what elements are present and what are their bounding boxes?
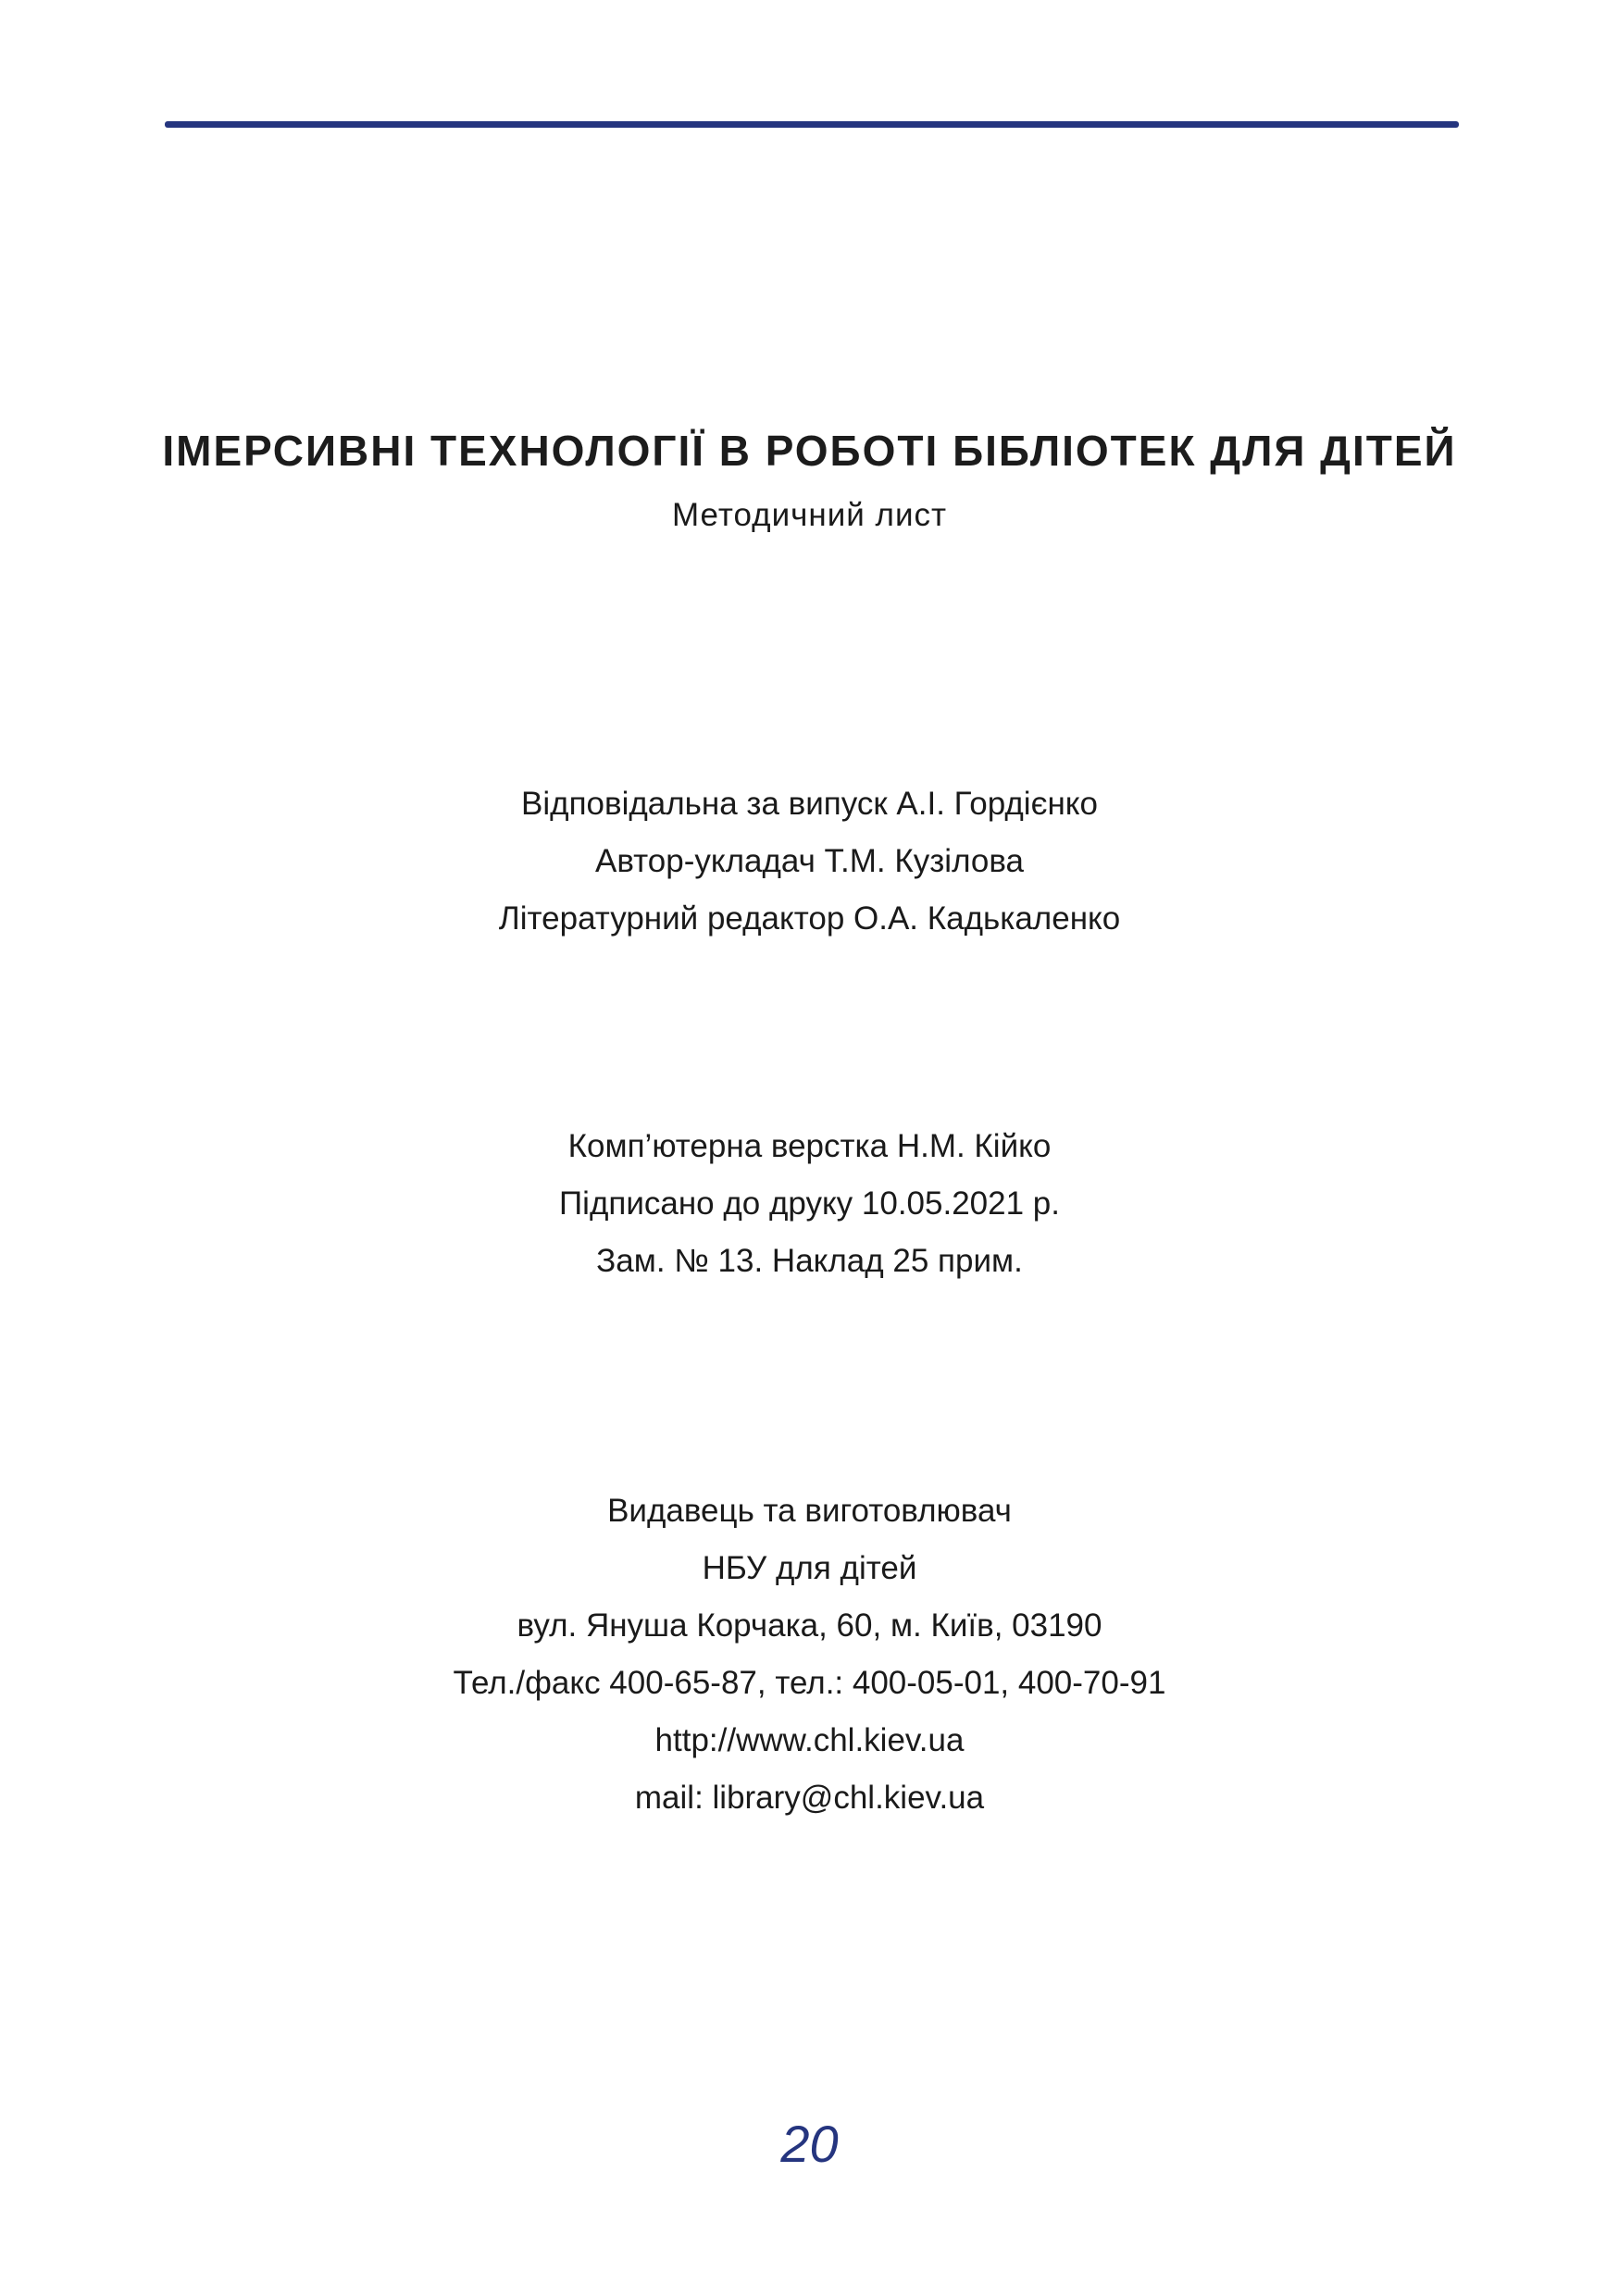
publisher-line-website: http://www.chl.kiev.ua: [654, 1722, 965, 1758]
publisher-line-address: вул. Януша Корчака, 60, м. Київ, 03190: [517, 1607, 1102, 1644]
document-title: ІМЕРСИВНІ ТЕХНОЛОГІЇ В РОБОТІ БІБЛІОТЕК ДЛЯ ДІТЕЙ: [162, 427, 1457, 475]
publisher-line-phone: Тел./факс 400-65-87, тел.: 400-05-01, 400-70-91: [453, 1665, 1166, 1701]
print-line-layout: Комп’ютерна верстка Н.М. Кійко: [567, 1128, 1052, 1164]
header-rule: [165, 121, 1459, 128]
print-line-signed: Підписано до друку 10.05.2021 р.: [559, 1185, 1060, 1222]
publisher-line-name: НБУ для дітей: [702, 1550, 917, 1586]
publisher-line-label: Видавець та виготовлювач: [607, 1493, 1012, 1529]
credit-line-responsible: Відповідальна за випуск А.І. Гордієнко: [521, 786, 1098, 822]
page-number: 20: [780, 2115, 839, 2173]
document-subtitle: Методичний лист: [671, 497, 948, 533]
print-line-order: Зам. № 13. Наклад 25 прим.: [596, 1243, 1023, 1279]
publisher-block: [0, 1483, 1619, 1827]
publisher-line-email: mail: library@chl.kiev.ua: [634, 1780, 985, 1816]
print-info-block: [0, 1118, 1619, 1290]
credit-line-editor: Літературний редактор О.А. Кадькаленко: [498, 900, 1121, 937]
credits-block: [0, 776, 1619, 948]
credit-line-author: Автор-укладач Т.М. Кузілова: [594, 843, 1025, 879]
